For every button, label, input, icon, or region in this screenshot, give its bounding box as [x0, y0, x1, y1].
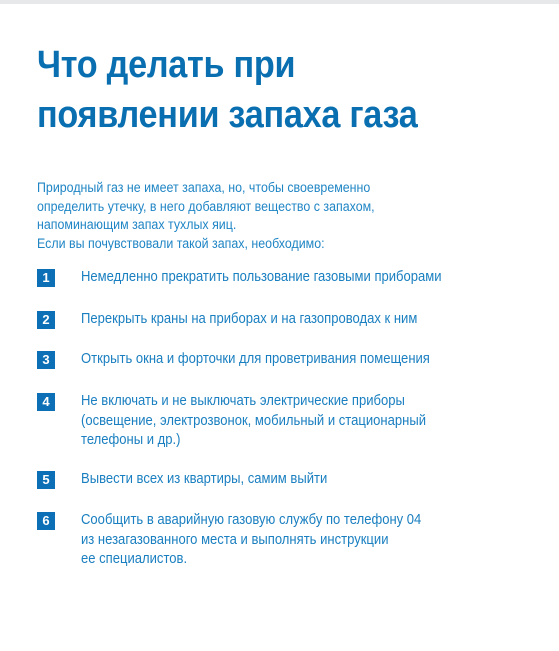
step-line: Не включать и не выключать электрические приборы [81, 393, 405, 409]
step-line: из незагазованного места и выполнять инструкции [81, 531, 389, 548]
intro-paragraph [37, 179, 442, 253]
step-line: (освещение, электрозвонок, мобильный и стационарный [81, 412, 426, 429]
step-line: Сообщить в аварийную газовую службу по телефону 04 [81, 512, 422, 528]
step-number-badge: 3 [37, 351, 55, 369]
step-text [81, 268, 495, 288]
page-title [37, 40, 492, 140]
step-number-badge: 6 [37, 512, 55, 530]
step-text [81, 470, 495, 490]
step-text [81, 350, 495, 370]
step-line: Перекрыть краны на приборах и на газопроводах к ним [81, 311, 418, 327]
title-line-1: Что делать при [37, 44, 296, 86]
step-text [81, 392, 495, 451]
intro-line-4: Если вы почувствовали такой запах, необходимо: [37, 235, 325, 251]
title-line-2: появлении запаха газа [37, 94, 418, 136]
step-text [81, 511, 495, 570]
step-text [81, 310, 495, 330]
step-number-badge: 4 [37, 393, 55, 411]
step-line: телефоны и др.) [81, 432, 181, 448]
step-line: Открыть окна и форточки для проветривания помещения [81, 351, 430, 367]
step-line: Вывести всех из квартиры, самим выйти [81, 471, 328, 487]
step-number-badge: 2 [37, 311, 55, 329]
top-divider [0, 0, 559, 4]
intro-line-1: Природный газ не имеет запаха, но, чтобы своевременно [37, 180, 371, 195]
step-number-badge: 5 [37, 471, 55, 489]
gas-safety-document [37, 40, 542, 567]
step-line: Немедленно прекратить пользование газовыми приборами [81, 269, 442, 285]
step-line: ее специалистов. [81, 551, 188, 567]
intro-line-2: определить утечку, в него добавляют вещество с запахом, [37, 198, 375, 214]
intro-line-3: напоминающим запах тухлых яиц. [37, 217, 237, 232]
step-number-badge: 1 [37, 269, 55, 287]
